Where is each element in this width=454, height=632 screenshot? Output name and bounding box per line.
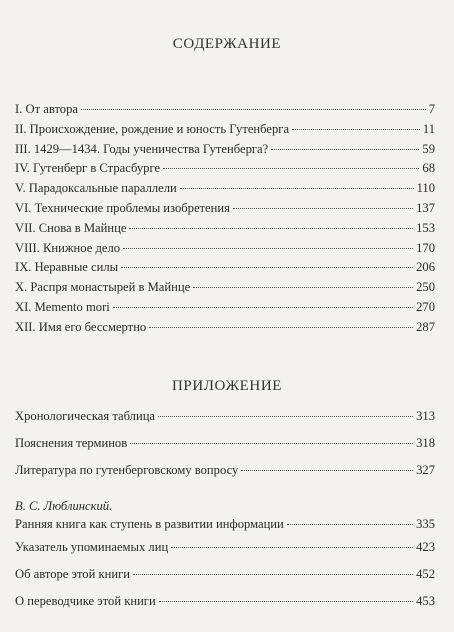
entry-title: I. От автора	[15, 102, 78, 116]
dot-leader	[171, 546, 413, 548]
dot-leader	[133, 573, 413, 575]
entry-page: 110	[416, 181, 435, 196]
entry-title: О переводчике этой книги	[15, 594, 156, 608]
entry-title: Хронологическая таблица	[15, 409, 156, 423]
entry-page: 313	[416, 409, 435, 423]
toc-entry	[15, 457, 435, 484]
entry-page: 59	[422, 141, 435, 156]
entry-title: XII. Имя его бессмертно	[15, 319, 147, 334]
appendix-heading: ПРИЛОЖЕНИЕ	[171, 378, 283, 394]
dot-leader	[149, 326, 413, 328]
toc-entry	[15, 403, 435, 430]
toc-entry	[15, 534, 435, 561]
dot-leader	[81, 108, 426, 110]
entry-title: Указатель упоминаемых лиц	[15, 540, 169, 554]
entry-title: X. Распря монастырей в Майнце	[15, 280, 191, 295]
entry-title: V. Парадоксальные параллели	[15, 181, 177, 196]
toc-entry	[15, 100, 435, 120]
entry-page: 68	[422, 161, 435, 176]
dot-leader	[193, 286, 413, 288]
appendix-list	[15, 403, 435, 484]
entry-page: 318	[416, 436, 435, 450]
entry-page: 423	[416, 540, 435, 554]
toc-entry	[15, 140, 435, 160]
entry-page: 327	[416, 463, 435, 477]
entry-page: 270	[416, 299, 435, 314]
entry-page: 170	[416, 240, 435, 255]
toc-entry	[15, 219, 435, 239]
dot-leader	[121, 266, 413, 268]
entry-title: VII. Снова в Майнце	[15, 220, 127, 235]
toc-entry	[15, 430, 435, 457]
entry-title: IX. Неравные силы	[15, 260, 119, 275]
entry-page: 250	[416, 280, 435, 295]
dot-leader	[163, 167, 419, 169]
dot-leader	[130, 442, 413, 444]
entry-page: 11	[422, 121, 435, 136]
entry-title: Об авторе этой книги	[15, 567, 130, 581]
toc-entry	[15, 561, 435, 588]
toc-entry	[15, 239, 435, 259]
toc-entry	[15, 120, 435, 140]
entry-page: 335	[416, 517, 435, 531]
entry-page: 153	[416, 220, 435, 235]
entry-title: Пояснения терминов	[15, 436, 128, 450]
dot-leader	[123, 247, 413, 249]
entry-page: 452	[416, 567, 435, 581]
entry-title: Ранняя книга как ступень в развитии информации	[15, 517, 284, 531]
entry-title: XI. Memento mori	[15, 299, 110, 314]
toc-entry	[15, 318, 435, 338]
entry-title: II. Происхождение, рождение и юность Гутенберга	[15, 121, 290, 136]
toc-entry	[15, 179, 435, 199]
dot-leader	[292, 128, 420, 130]
toc-entry	[15, 514, 435, 534]
entry-title: Литература по гутенберговскому вопросу	[15, 463, 239, 477]
entry-title: IV. Гутенберг в Страсбурге	[15, 161, 161, 176]
toc-entry	[15, 258, 435, 278]
dot-leader	[271, 148, 419, 150]
toc-entry	[15, 588, 435, 615]
toc-entry	[15, 278, 435, 298]
extra-section	[15, 498, 435, 615]
dot-leader	[159, 600, 413, 602]
entry-page: 7	[428, 102, 435, 116]
dot-leader	[113, 306, 413, 308]
chapter-list	[15, 100, 435, 338]
entry-page: 453	[416, 594, 435, 608]
contents-heading: СОДЕРЖАНИЕ	[172, 36, 282, 52]
entry-title: VI. Технические проблемы изобретения	[15, 200, 230, 215]
dot-leader	[180, 187, 414, 189]
dot-leader	[287, 523, 413, 525]
entry-title: VIII. Книжное дело	[15, 240, 121, 255]
entry-page: 287	[416, 319, 435, 334]
entry-page: 137	[416, 200, 435, 215]
toc-entry	[15, 159, 435, 179]
dot-leader	[158, 415, 413, 417]
toc-entry	[15, 199, 435, 219]
essay-author: В. С. Люблинский.	[15, 499, 113, 513]
toc-entry	[15, 298, 435, 318]
dot-leader	[241, 469, 413, 471]
dot-leader	[129, 227, 413, 229]
dot-leader	[233, 207, 413, 209]
entry-page: 206	[416, 260, 435, 275]
entry-title: III. 1429—1434. Годы ученичества Гутенберга?	[15, 141, 269, 156]
